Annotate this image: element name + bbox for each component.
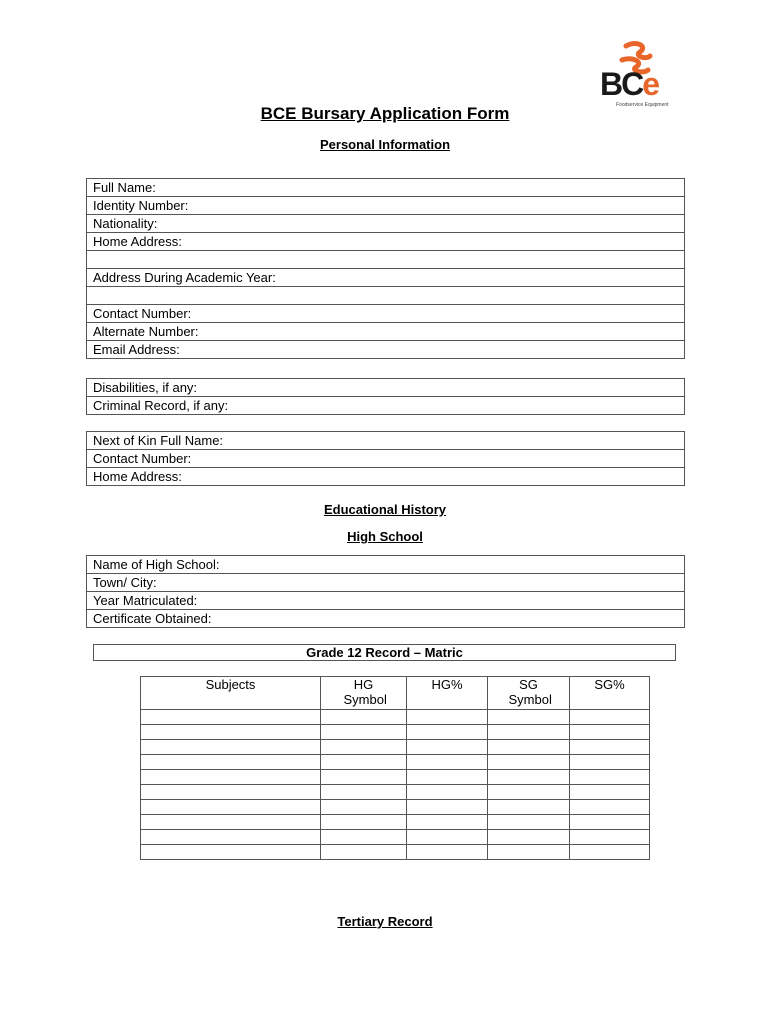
grade-cell[interactable] [321,845,407,860]
logo-tagline: Foodservice Equipment [616,102,669,108]
tertiary-record-heading: Tertiary Record [337,914,433,929]
grade-row [141,770,650,785]
field-town-city[interactable]: Town/ City: [87,574,685,592]
grade-cell[interactable] [570,800,650,815]
grade-cell[interactable] [570,725,650,740]
logo-wordmark: BCe [600,66,659,102]
col-sg-percent: SG% [570,677,650,710]
field-high-school-name[interactable]: Name of High School: [87,556,685,574]
grade-cell[interactable] [321,800,407,815]
field-kin-full-name[interactable]: Next of Kin Full Name: [87,432,685,450]
grade-cell[interactable] [488,755,570,770]
grade-12-table [140,676,650,860]
grade-cell[interactable] [141,725,321,740]
field-kin-contact-number[interactable]: Contact Number: [87,450,685,468]
field-home-address[interactable]: Home Address: [87,233,685,251]
field-academic-address[interactable]: Address During Academic Year: [87,269,685,287]
grade-row [141,740,650,755]
field-full-name[interactable]: Full Name: [87,179,685,197]
grade-cell[interactable] [141,755,321,770]
high-school-table [86,555,685,628]
field-certificate-obtained[interactable]: Certificate Obtained: [87,610,685,628]
col-hg-symbol: HG Symbol [321,677,407,710]
grade-cell[interactable] [321,815,407,830]
grade-cell[interactable] [321,710,407,725]
grade-row [141,725,650,740]
personal-info-table [86,178,685,359]
grade-row [141,830,650,845]
educational-history-heading: Educational History [323,502,447,517]
grade-cell[interactable] [407,830,488,845]
col-subjects: Subjects [141,677,321,710]
grade-cell[interactable] [407,725,488,740]
grade-cell[interactable] [321,785,407,800]
high-school-heading: High School [347,529,423,544]
field-identity-number[interactable]: Identity Number: [87,197,685,215]
grade-cell[interactable] [321,725,407,740]
field-nationality[interactable]: Nationality: [87,215,685,233]
grade-cell[interactable] [141,800,321,815]
field-contact-number[interactable]: Contact Number: [87,305,685,323]
grade-cell[interactable] [488,770,570,785]
col-sg-symbol: SG Symbol [488,677,570,710]
grade-cell[interactable] [570,845,650,860]
grade-cell[interactable] [407,800,488,815]
grade-cell[interactable] [488,710,570,725]
grade-row [141,710,650,725]
grade-cell[interactable] [570,785,650,800]
grade-cell[interactable] [488,845,570,860]
grade-cell[interactable] [141,770,321,785]
grade-cell[interactable] [407,755,488,770]
grade-cell[interactable] [570,815,650,830]
grade-cell[interactable] [321,740,407,755]
bce-logo [596,40,686,112]
grade-row [141,800,650,815]
grade-row [141,815,650,830]
grade-cell[interactable] [321,770,407,785]
grade-cell[interactable] [407,770,488,785]
grade-cell[interactable] [141,815,321,830]
field-disabilities[interactable]: Disabilities, if any: [87,379,685,397]
grade-cell[interactable] [141,710,321,725]
grade-row [141,845,650,860]
grade-cell[interactable] [141,830,321,845]
field-criminal-record[interactable]: Criminal Record, if any: [87,397,685,415]
grade-cell[interactable] [141,785,321,800]
grade-12-heading: Grade 12 Record – Matric [93,644,676,661]
grade-cell[interactable] [407,785,488,800]
grade-cell[interactable] [488,815,570,830]
form-title: BCE Bursary Application Form [260,104,510,123]
grade-cell[interactable] [407,845,488,860]
grade-cell[interactable] [407,710,488,725]
col-hg-percent: HG% [407,677,488,710]
grade-cell[interactable] [141,845,321,860]
grade-cell[interactable] [488,740,570,755]
grade-cell[interactable] [407,815,488,830]
grade-row [141,755,650,770]
grade-cell[interactable] [570,710,650,725]
grade-cell[interactable] [570,830,650,845]
grade-cell[interactable] [141,740,321,755]
field-email-address[interactable]: Email Address: [87,341,685,359]
field-alternate-number[interactable]: Alternate Number: [87,323,685,341]
grade-cell[interactable] [570,755,650,770]
grade-cell[interactable] [570,740,650,755]
personal-info-heading: Personal Information [319,137,451,152]
grade-cell[interactable] [407,740,488,755]
disclosure-table [86,378,685,415]
grade-cell[interactable] [488,785,570,800]
next-of-kin-table [86,431,685,486]
grade-cell[interactable] [570,770,650,785]
field-year-matriculated[interactable]: Year Matriculated: [87,592,685,610]
grade-cell[interactable] [321,830,407,845]
grade-cell[interactable] [321,755,407,770]
field-home-address-line2[interactable] [87,251,685,269]
field-academic-address-line2[interactable] [87,287,685,305]
grade-cell[interactable] [488,830,570,845]
grade-cell[interactable] [488,800,570,815]
field-kin-home-address[interactable]: Home Address: [87,468,685,486]
grade-row [141,785,650,800]
grade-cell[interactable] [488,725,570,740]
